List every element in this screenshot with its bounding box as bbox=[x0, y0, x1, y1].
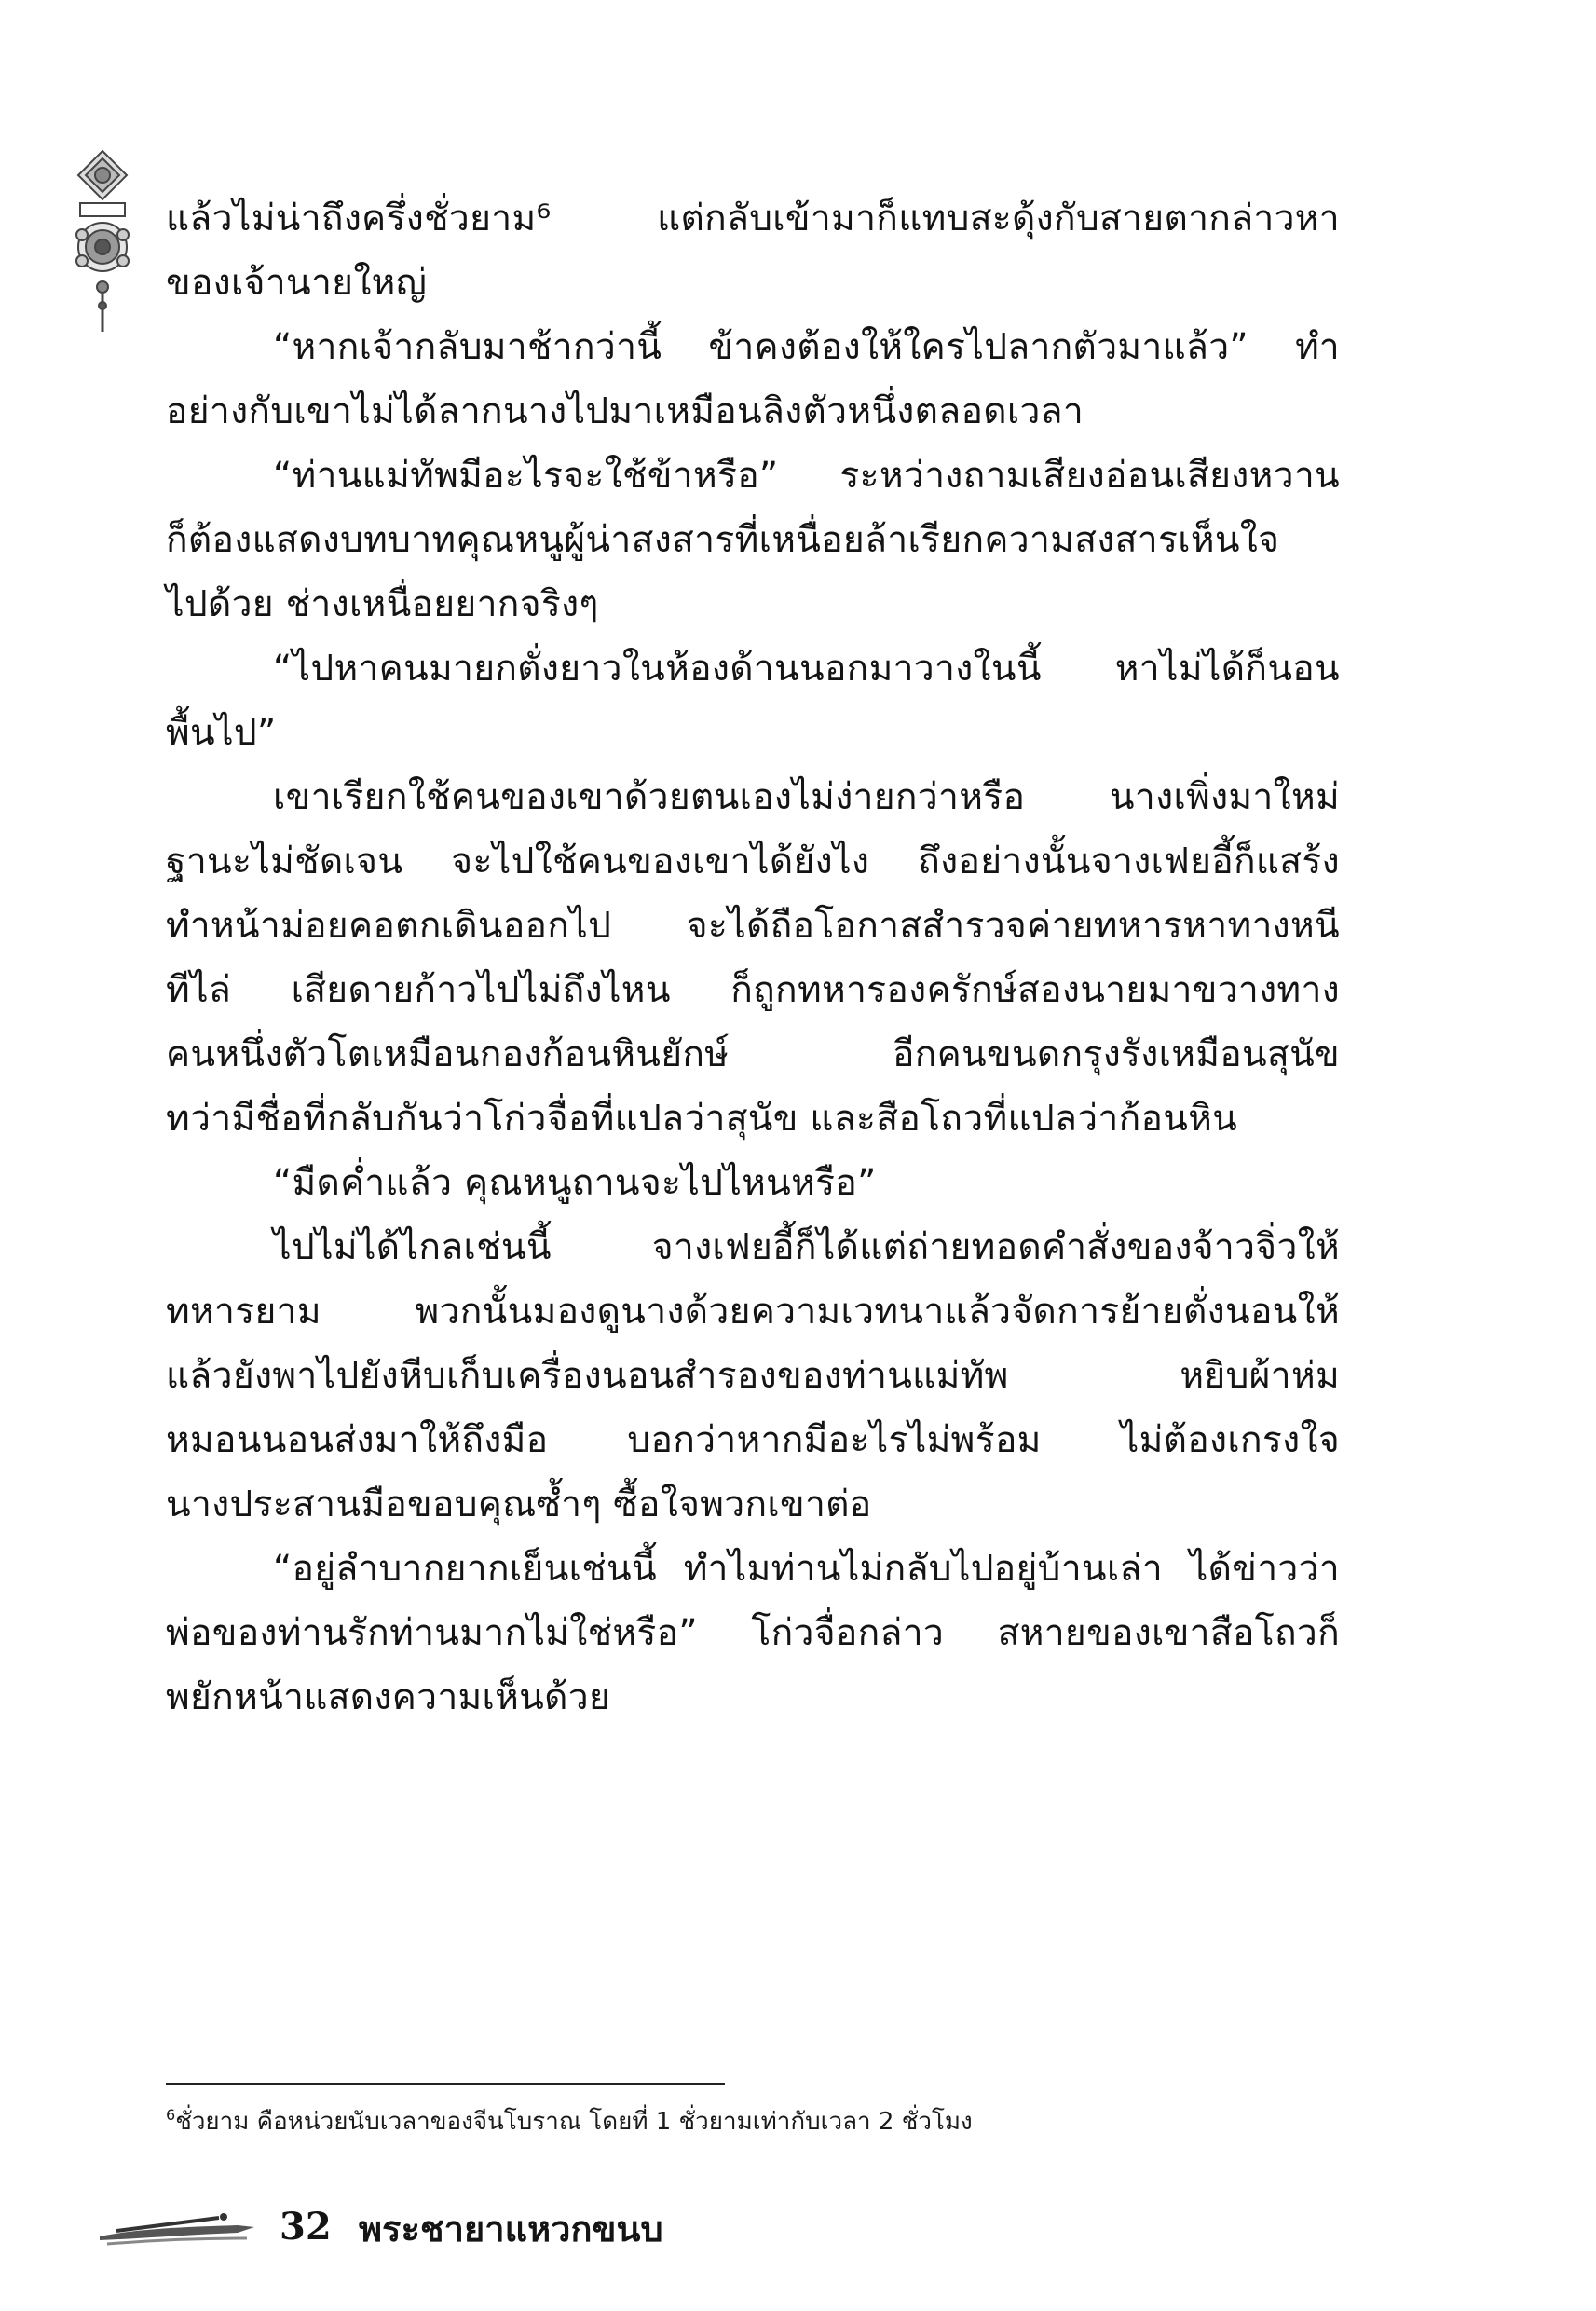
text-line: ไปด้วย ช่างเหนื่อยยากจริงๆ bbox=[166, 583, 599, 625]
text-line: ก็ต้องแสดงบทบาทคุณหนูผู้น่าสงสารที่เหนื่อยล้าเรียกความสงสารเห็นใจ bbox=[166, 519, 1280, 561]
text-line: คนหนึ่งตัวโตเหมือนกองก้อนหินยักษ์ อีกคนขนดกรุงรังเหมือนสุนัข bbox=[166, 1033, 1340, 1075]
footnote-text: ชั่วยาม คือหน่วยนับเวลาของจีนโบราณ โดยที่ 1 ชั่วยามเท่ากับเวลา 2 ชั่วโมง bbox=[175, 2108, 973, 2136]
text-line: ทำหน้าม่อยคอตกเดินออกไป จะได้ถือโอกาสสำรวจค่ายทหารหาทางหนี bbox=[166, 905, 1340, 947]
body-text bbox=[166, 186, 1340, 1730]
text-line: “ท่านแม่ทัพมีอะไรจะใช้ข้าหรือ” ระหว่างถามเสียงอ่อนเสียงหวาน bbox=[273, 455, 1340, 497]
text-line: แล้วไม่น่าถึงครึ่งชั่วยาม⁶ แต่กลับเข้ามาก็แทบสะดุ้งกับสายตากล่าวหา bbox=[166, 198, 1340, 239]
footnote-marker: 6 bbox=[166, 2106, 176, 2124]
book-title: พระชายาแหวกขนบ bbox=[359, 2208, 663, 2249]
text-line: ทหารยาม พวกนั้นมองดูนางด้วยความเวทนาแล้วจัดการย้ายตั่งนอนให้ bbox=[166, 1291, 1340, 1333]
text-line: เขาเรียกใช้คนของเขาด้วยตนเองไม่ง่ายกว่าหรือ นางเพิ่งมาใหม่ bbox=[273, 776, 1340, 818]
text-line: พยักหน้าแสดงความเห็นด้วย bbox=[166, 1676, 611, 1718]
footnote bbox=[166, 2097, 973, 2140]
text-line: “อยู่ลำบากยากเย็นเช่นนี้ ทำไมท่านไม่กลับไปอยู่บ้านเล่า ได้ข่าวว่า bbox=[273, 1548, 1340, 1590]
text-line: แล้วยังพาไปยังหีบเก็บเครื่องนอนสำรองของท่านแม่ทัพ หยิบผ้าห่ม bbox=[166, 1355, 1340, 1397]
text-line: อย่างกับเขาไม่ได้ลากนางไปมาเหมือนลิงตัวหนึ่งตลอดเวลา bbox=[166, 390, 1084, 432]
text-line: ทว่ามีชื่อที่กลับกันว่าโก่วจื่อที่แปลว่าสุนัข และสือโถวที่แปลว่าก้อนหิน bbox=[166, 1098, 1238, 1140]
text-line: พ่อของท่านรักท่านมากไม่ใช่หรือ” โก่วจื่อกล่าว สหายของเขาสือโถวก็ bbox=[166, 1612, 1340, 1654]
text-line: ของเจ้านายใหญ่ bbox=[166, 262, 428, 304]
text-line: “หากเจ้ากลับมาช้ากว่านี้ ข้าคงต้องให้ใครไปลากตัวมาแล้ว” ทำ bbox=[273, 326, 1340, 368]
text-line: “มืดค่ำแล้ว คุณหนูถานจะไปไหนหรือ” bbox=[273, 1162, 877, 1204]
text-line: นางประสานมือขอบคุณซ้ำๆ ซื้อใจพวกเขาต่อ bbox=[166, 1484, 872, 1525]
publisher-ornament-icon bbox=[65, 149, 140, 335]
page-number: 32 bbox=[280, 2205, 332, 2249]
text-line: ทีไล่ เสียดายก้าวไปไม่ถึงไหน ก็ถูกทหารองครักษ์สองนายมาขวางทาง bbox=[166, 969, 1340, 1011]
footnote-divider bbox=[166, 2083, 725, 2085]
text-line: ฐานะไม่ชัดเจน จะไปใช้คนของเขาได้ยังไง ถึงอย่างนั้นจางเฟยอี้ก็แสร้ง bbox=[166, 841, 1340, 882]
text-line: พื้นไป” bbox=[166, 712, 277, 754]
brush-ornament-icon bbox=[98, 2208, 256, 2251]
text-line: “ไปหาคนมายกตั่งยาวในห้องด้านนอกมาวางในนี้ หาไม่ได้ก็นอน bbox=[273, 648, 1340, 690]
text-line: ไปไม่ได้ไกลเช่นนี้ จางเฟยอี้ก็ได้แต่ถ่ายทอดคำสั่งของจ้าวจิ่วให้ bbox=[273, 1226, 1340, 1268]
text-line: หมอนนอนส่งมาให้ถึงมือ บอกว่าหากมีอะไรไม่พร้อม ไม่ต้องเกรงใจ bbox=[166, 1419, 1340, 1461]
